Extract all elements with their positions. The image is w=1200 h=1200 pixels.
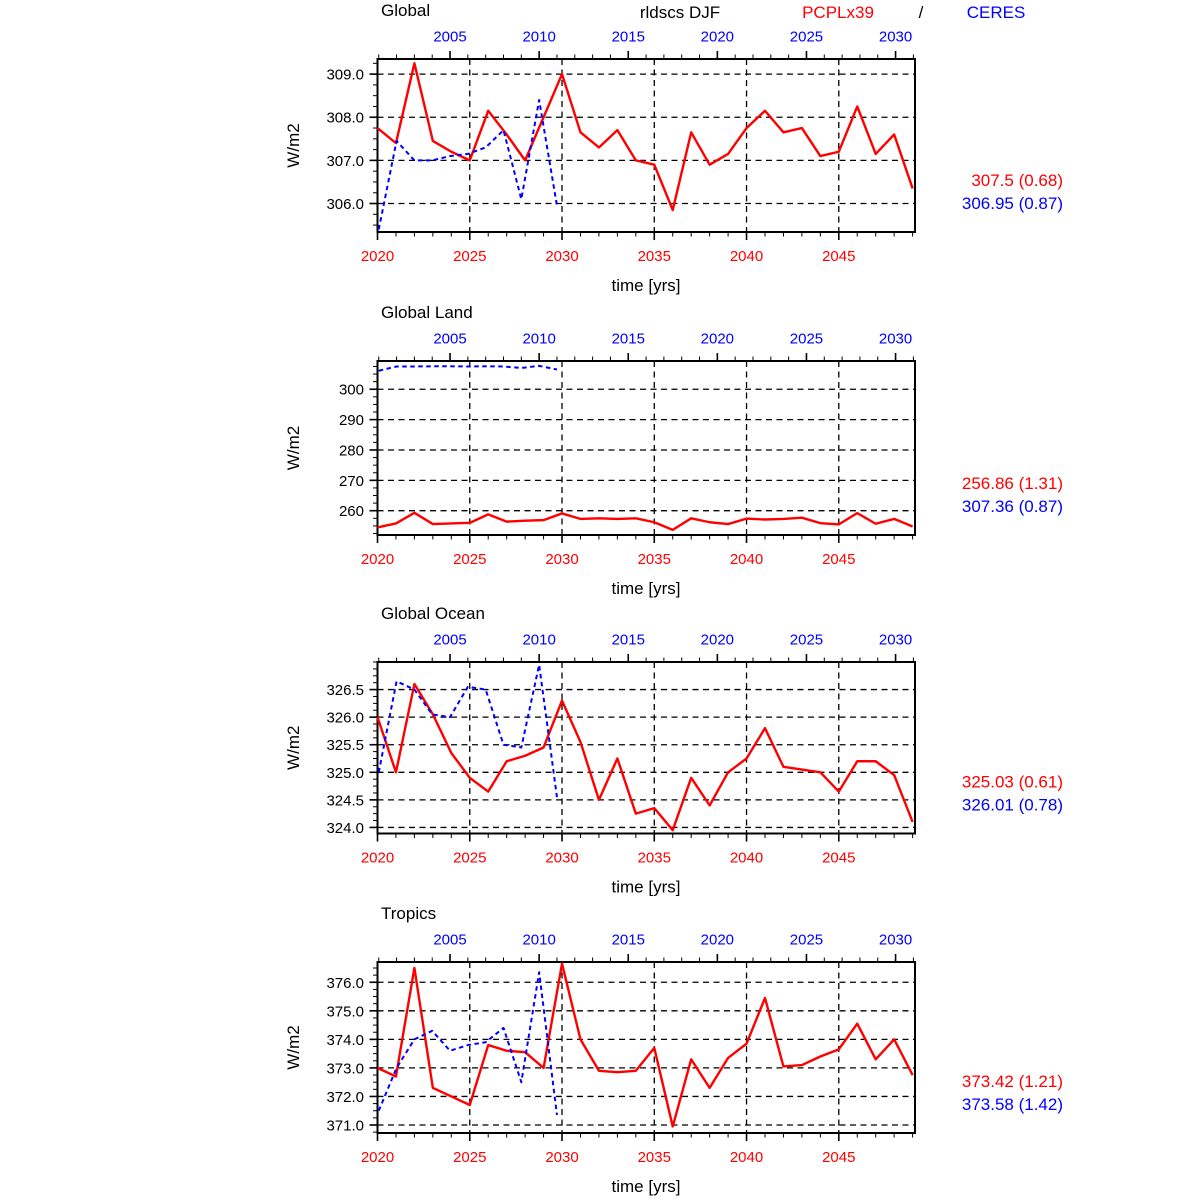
x-top-tick-label: 2025 [789, 931, 824, 949]
panel-global-ocean [284, 604, 1063, 897]
x-top-tick-label: 2030 [878, 631, 913, 649]
y-tick-label: 309.0 [326, 66, 364, 84]
x-bottom-tick-label: 2030 [545, 1149, 579, 1166]
y-tick-label: 270 [338, 472, 364, 490]
y-tick-label: 306.0 [326, 196, 364, 214]
panel-global-land [284, 303, 1063, 598]
x-bottom-tick-label: 2035 [637, 248, 671, 265]
x-bottom-tick-label: 2020 [360, 248, 395, 265]
x-top-tick-label: 2015 [611, 631, 645, 649]
x-bottom-tick-label: 2020 [360, 849, 395, 867]
stats-model-mean-stddev: 373.42 (1.21) [961, 1072, 1063, 1091]
x-bottom-tick-label: 2040 [729, 248, 764, 265]
plot-frame [378, 59, 916, 232]
y-tick-label: 371.0 [326, 1117, 364, 1135]
x-bottom-tick-label: 2045 [822, 849, 856, 867]
x-top-tick-label: 2030 [878, 931, 913, 949]
stats-obs-mean-stddev: 306.95 (0.87) [961, 194, 1063, 213]
x-bottom-tick-label: 2035 [637, 1149, 671, 1166]
x-top-tick-label: 2005 [433, 28, 467, 46]
legend-model-label: PCPLx39 [802, 3, 874, 22]
x-bottom-tick-label: 2030 [545, 849, 579, 867]
y-tick-label: 324.5 [326, 792, 364, 810]
panel-title: Global Land [381, 303, 473, 322]
y-tick-label: 324.0 [326, 819, 364, 837]
stats-obs-mean-stddev: 307.36 (0.87) [961, 497, 1063, 516]
x-bottom-tick-label: 2025 [453, 248, 487, 265]
x-top-tick-label: 2005 [433, 631, 467, 649]
y-tick-label: 290 [338, 412, 364, 430]
series-line-pcplx39 [378, 684, 913, 830]
panel-title: Global [381, 1, 431, 20]
x-top-tick-label: 2015 [611, 931, 645, 949]
series-line-pcplx39 [378, 63, 913, 210]
x-bottom-tick-label: 2040 [729, 849, 764, 867]
series-line-ceres [379, 366, 557, 371]
series-line-pcplx39 [378, 513, 913, 530]
legend-separator: / [918, 3, 924, 22]
y-axis-label: W/m2 [284, 123, 303, 168]
stats-obs-mean-stddev: 373.58 (1.42) [961, 1095, 1063, 1114]
panel-tropics [284, 904, 1063, 1196]
x-axis-label: time [yrs] [611, 579, 681, 598]
x-top-tick-label: 2020 [700, 330, 735, 348]
panel-global [284, 1, 1063, 295]
stats-model-mean-stddev: 256.86 (1.31) [961, 474, 1063, 493]
x-bottom-tick-label: 2045 [822, 1149, 856, 1166]
y-tick-label: 374.0 [326, 1031, 364, 1049]
y-tick-label: 373.0 [326, 1060, 364, 1078]
x-top-tick-label: 2010 [522, 330, 556, 348]
y-axis-label: W/m2 [284, 725, 303, 770]
y-tick-label: 326.5 [326, 682, 364, 700]
plot-frame [378, 662, 916, 834]
x-bottom-tick-label: 2020 [360, 551, 395, 568]
x-bottom-tick-label: 2030 [545, 248, 579, 265]
x-bottom-tick-label: 2025 [453, 849, 487, 867]
series-line-ceres [379, 972, 557, 1115]
x-top-tick-label: 2020 [700, 631, 735, 649]
legend-obs-label: CERES [966, 3, 1026, 22]
x-axis-label: time [yrs] [611, 877, 681, 897]
y-tick-label: 375.0 [326, 1003, 364, 1021]
y-tick-label: 308.0 [326, 109, 364, 127]
x-axis-label: time [yrs] [611, 1177, 681, 1196]
x-top-tick-label: 2010 [522, 931, 556, 949]
y-tick-label: 376.0 [326, 974, 364, 992]
figure-variable-season-title: rldscs DJF [639, 3, 721, 22]
x-bottom-tick-label: 2035 [637, 551, 671, 568]
x-top-tick-label: 2005 [433, 330, 467, 348]
x-bottom-tick-label: 2025 [453, 551, 487, 568]
x-top-tick-label: 2025 [789, 631, 824, 649]
x-bottom-tick-label: 2020 [360, 1149, 395, 1166]
y-axis-label: W/m2 [284, 425, 303, 471]
x-top-tick-label: 2025 [789, 330, 824, 348]
x-top-tick-label: 2020 [700, 28, 735, 46]
stats-model-mean-stddev: 325.03 (0.61) [961, 772, 1063, 792]
series-line-pcplx39 [378, 964, 913, 1127]
x-bottom-tick-label: 2035 [637, 849, 671, 867]
stats-obs-mean-stddev: 326.01 (0.78) [961, 795, 1063, 815]
x-bottom-tick-label: 2045 [822, 551, 856, 568]
x-top-tick-label: 2010 [522, 631, 556, 649]
x-bottom-tick-label: 2040 [729, 551, 764, 568]
x-bottom-tick-label: 2030 [545, 551, 579, 568]
x-top-tick-label: 2025 [789, 28, 824, 46]
y-tick-label: 307.0 [326, 152, 364, 170]
y-axis-label: W/m2 [284, 1025, 303, 1070]
x-top-tick-label: 2005 [433, 931, 467, 949]
y-tick-label: 326.0 [326, 709, 364, 727]
y-tick-label: 300 [338, 381, 364, 399]
y-tick-label: 372.0 [326, 1088, 364, 1106]
x-axis-label: time [yrs] [611, 276, 681, 295]
x-bottom-tick-label: 2045 [822, 248, 856, 265]
panel-title: Tropics [381, 904, 437, 923]
x-bottom-tick-label: 2040 [729, 1149, 764, 1166]
y-tick-label: 280 [338, 442, 364, 460]
x-top-tick-label: 2010 [522, 28, 556, 46]
y-tick-label: 325.0 [326, 764, 364, 782]
x-top-tick-label: 2030 [878, 330, 913, 348]
x-top-tick-label: 2015 [611, 28, 645, 46]
y-tick-label: 325.5 [326, 737, 364, 755]
panel-title: Global Ocean [381, 604, 485, 623]
x-top-tick-label: 2015 [611, 330, 645, 348]
x-top-tick-label: 2020 [700, 931, 735, 949]
y-tick-label: 260 [338, 503, 364, 521]
x-bottom-tick-label: 2025 [453, 1149, 487, 1166]
plot-frame [378, 361, 916, 535]
x-top-tick-label: 2030 [878, 28, 913, 46]
series-line-ceres [379, 100, 557, 229]
plot-frame [378, 962, 916, 1133]
stats-model-mean-stddev: 307.5 (0.68) [971, 171, 1063, 190]
